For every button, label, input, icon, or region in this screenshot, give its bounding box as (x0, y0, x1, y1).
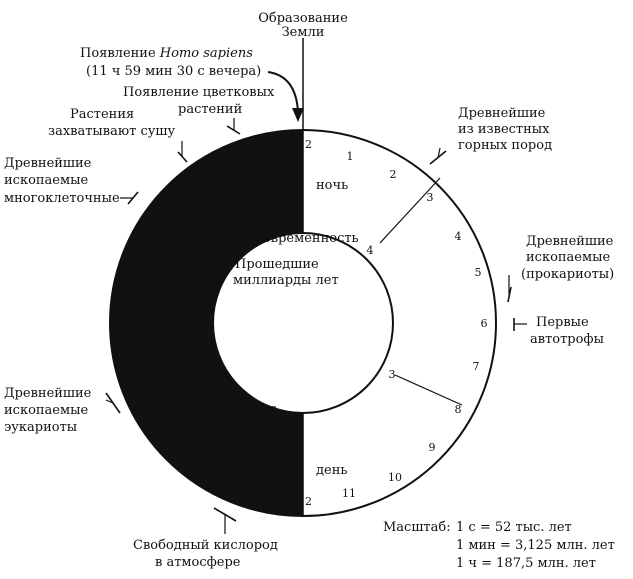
inner-ring-number: 4 (366, 244, 374, 257)
label-eukaryotes-3: эукариоты (4, 420, 78, 435)
outer-ring-number: 4 (454, 230, 462, 243)
outer-ring-number: 3 (426, 191, 434, 204)
outer-ring-number: 1 (346, 150, 354, 163)
label-prokaryotes-2: ископаемые (526, 250, 611, 265)
outer-ring-number: 10 (388, 471, 402, 484)
label-earth-formation-2: Земли (281, 25, 325, 40)
label-eukaryotes-1: Древнейшие (4, 386, 92, 401)
label-plants-land-2: захватывают сушу (48, 124, 176, 139)
label-oxygen-1: Свободный кислород (133, 538, 278, 553)
homo-sapiens-arrowhead (292, 108, 304, 122)
label-multicellular-3: многоклеточные (4, 191, 120, 206)
radial-line-lower (395, 375, 462, 405)
label-past-1: Прошедшие (235, 257, 319, 272)
label-present: Современность (253, 231, 359, 246)
outer-ring-number: 7 (472, 360, 480, 373)
label-prokaryotes-1: Древнейшие (526, 234, 614, 249)
outer-ring-number: 5 (474, 266, 482, 279)
label-multicellular-1: Древнейшие (4, 156, 92, 171)
label-multicellular-2: ископаемые (4, 173, 89, 188)
label-past-2: миллиарды лет (233, 273, 339, 288)
label-homo-sapiens-prefix: Появление (80, 46, 160, 61)
label-prokaryotes-3: (прокариоты) (521, 267, 615, 282)
outer-twelve-bottom: 2 (305, 495, 312, 508)
label-autotrophs-1: Первые (536, 315, 589, 330)
inner-ring-number: 2 (270, 404, 278, 417)
label-homo-sapiens-italic: Homo sapiens (159, 46, 253, 61)
outer-ring-number: 9 (428, 441, 436, 454)
label-plants-land-1: Растения (70, 107, 135, 122)
label-flowering-1: Появление цветковых (123, 85, 275, 100)
outer-ring-number: 11 (342, 487, 356, 500)
label-flowering-2: растений (178, 102, 243, 117)
label-day: день (316, 463, 348, 478)
scale-line-3: 1 ч = 187,5 млн. лет (456, 556, 596, 571)
label-oldest-rocks-1: Древнейшие (458, 106, 546, 121)
outer-ring-number: 2 (389, 168, 397, 181)
inner-ring-number: 3 (388, 368, 396, 381)
label-oxygen-2: в атмосфере (155, 555, 241, 570)
label-autotrophs-2: автотрофы (530, 332, 604, 347)
label-oldest-rocks-3: горных пород (458, 138, 553, 153)
outer-ring-number: 6 (480, 317, 488, 330)
label-night: ночь (316, 178, 349, 193)
label-oldest-rocks-2: из известных (458, 122, 550, 137)
scale-line-1: 1 с = 52 тыс. лет (456, 520, 572, 535)
scale-line-2: 1 мин = 3,125 млн. лет (456, 538, 615, 553)
scale-title: Масштаб: (383, 520, 451, 535)
label-homo-sapiens (80, 46, 253, 61)
inner-ring-number: 1 (206, 300, 214, 313)
label-homo-sapiens-time: (11 ч 59 мин 30 с вечера) (86, 64, 262, 79)
label-earth-formation-1: Образование (258, 11, 348, 26)
label-eukaryotes-2: ископаемые (4, 403, 89, 418)
outer-twelve-top: 2 (305, 138, 312, 151)
radial-line-upper (380, 178, 440, 243)
outer-ring-number: 8 (454, 403, 462, 416)
